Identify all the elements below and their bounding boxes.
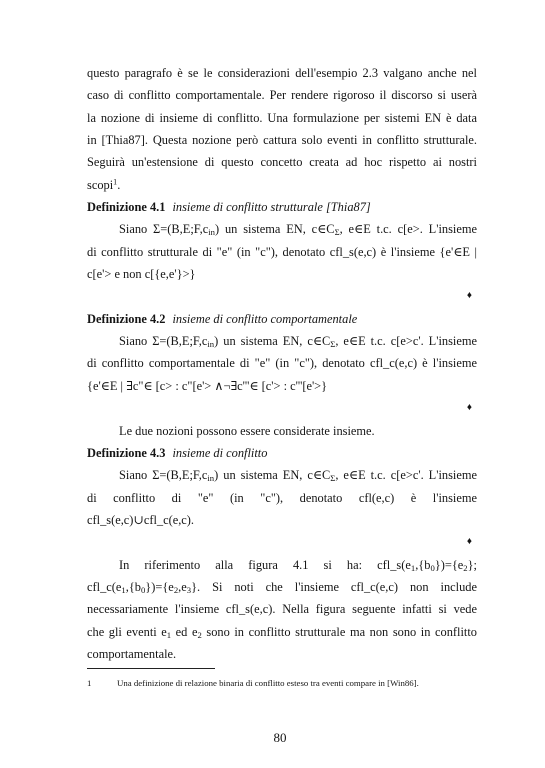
text-run: sono in conflitto strutturale ma non sono in conflitto	[201, 624, 477, 639]
text-run: .	[117, 177, 121, 192]
definition-heading	[87, 196, 477, 218]
text-run: })={e	[145, 579, 174, 594]
text-run: di conflitto di "e" (in "c"), denotato cfl(e,c) è l'insieme	[87, 490, 477, 505]
end-of-definition-mark: ♦	[466, 402, 472, 414]
definition-label: Definizione 4.1	[87, 200, 166, 215]
text-run: di conflitto comportamentale di "e" (in "c"), denotato cfl_c(e,c) è l'insieme	[87, 356, 477, 371]
closing-line	[87, 643, 477, 665]
subscript: Σ	[334, 227, 340, 238]
definition-label: Definizione 4.2	[87, 311, 166, 326]
subscript: 3	[186, 585, 192, 596]
text-run: scopi	[87, 177, 114, 192]
intro-line	[87, 107, 477, 129]
subscript: 2	[173, 585, 179, 596]
text-run: la nozione di insieme di conflitto. Una formulazione per sistemi EN è data	[87, 110, 477, 125]
subscript: in	[208, 227, 215, 238]
text-run: , e∈E t.c. c[e>. L'insieme	[339, 222, 477, 237]
definition-heading	[87, 442, 477, 464]
text-run: })={e	[434, 557, 464, 572]
subscript: Σ	[330, 473, 336, 484]
subscript: 0	[140, 585, 146, 596]
definition-line	[87, 241, 477, 263]
subscript: 0	[430, 562, 435, 573]
end-of-definition-mark: ♦	[466, 536, 472, 548]
intro-line	[87, 62, 477, 84]
closing-line	[87, 554, 477, 576]
page-number: 80	[273, 730, 287, 745]
text-run: Siano Σ=(B,E;F,c	[119, 222, 209, 237]
definition-line	[87, 375, 477, 397]
footnote-separator	[87, 668, 215, 669]
footnote-number: 1	[87, 678, 92, 688]
subscript: 1	[121, 585, 126, 596]
subscript: 2	[463, 562, 468, 573]
definition-title: insieme di conflitto strutturale [Thia87]	[172, 200, 371, 215]
text-run: Siano Σ=(B,E;F,c	[119, 334, 208, 349]
text-run: Seguirà un'estensione di questo concetto creata ad hoc rispetto ai nostri	[87, 155, 477, 170]
subscript: 1	[166, 629, 172, 640]
text-run: ,e	[178, 579, 187, 594]
text-run: c[e'> e non c[{e,e'}>}	[87, 267, 196, 282]
text-run: questo paragrafo è se le considerazioni dell'esempio 2.3 valgano anche nel	[87, 66, 477, 80]
intro-line	[87, 84, 477, 106]
text-run: ,{b	[415, 557, 431, 572]
text-run: ) un sistema EN, c∈C	[214, 334, 331, 349]
text-run: ,{b	[125, 579, 141, 594]
definition-line	[87, 464, 477, 486]
subscript: 1	[410, 562, 416, 573]
text-run: }. Si noti che l'insieme cfl_c(e,c) non include	[191, 579, 477, 594]
footnote-reference: 1	[113, 177, 118, 187]
text-run: , e∈E t.c. c[e>c'. L'insieme	[335, 334, 477, 349]
body-text	[87, 62, 477, 665]
text-run: comportamentale.	[87, 646, 177, 661]
text-run: cfl_c(e	[87, 579, 122, 594]
text-run: ed e	[171, 624, 198, 639]
footnote-text: Una definizione di relazione binaria di conflitto esteso tra eventi compare in [Win86].	[117, 678, 419, 688]
definition-heading	[87, 308, 477, 330]
definition-line	[87, 218, 477, 240]
bridge-line: Le due nozioni possono essere considerate insieme.	[119, 423, 375, 438]
text-run: In riferimento alla figura 4.1 si ha: cfl_s(e	[119, 557, 411, 572]
text-run: {e'∈E | ∃c"∈ [c> : c"[e'> ∧¬∃c'''∈ [c'> : c'''[e'>}	[87, 378, 328, 393]
end-of-definition-mark: ♦	[466, 290, 472, 302]
intro-line	[87, 129, 477, 151]
definition-label: Definizione 4.3	[87, 445, 166, 460]
text-run: in [Thia87]. Questa nozione però cattura solo eventi in conflitto strutturale.	[87, 133, 477, 148]
text-run: ) un sistema EN, c∈C	[214, 468, 331, 483]
text-run: , e∈E t.c. c[e>c'. L'insieme	[335, 468, 477, 483]
definition-line	[87, 509, 477, 531]
intro-line	[87, 174, 477, 196]
closing-line	[87, 621, 477, 643]
definition-line	[87, 330, 477, 352]
text-run: ) un sistema EN, c∈C	[215, 222, 335, 237]
definition-title: insieme di conflitto comportamentale	[172, 311, 358, 326]
definition-line	[87, 487, 477, 509]
subscript: in	[207, 339, 215, 350]
definition-title: insieme di conflitto	[172, 445, 268, 460]
subscript: Σ	[330, 339, 336, 350]
definition-line	[87, 263, 477, 285]
subscript: in	[207, 473, 215, 484]
text-run: caso di conflitto comportamentale. Per rendere rigoroso il discorso si userà	[87, 88, 477, 103]
text-run: di conflitto strutturale di "e" (in "c"), denotato cfl_s(e,c) è l'insieme {e'∈E |	[87, 244, 477, 259]
footnote	[87, 678, 487, 689]
subscript: 2	[197, 629, 202, 640]
definition-line	[87, 352, 477, 374]
text-run: che gli eventi e	[87, 624, 167, 639]
text-run: };	[467, 557, 477, 572]
closing-line	[87, 598, 477, 620]
closing-line	[87, 576, 477, 598]
text-run: cfl_s(e,c)∪cfl_c(e,c).	[87, 512, 195, 527]
intro-line	[87, 151, 477, 173]
text-run: Siano Σ=(B,E;F,c	[119, 468, 208, 483]
text-run: necessariamente l'insieme cfl_s(e,c). Nella figura seguente infatti si vede	[87, 602, 477, 617]
